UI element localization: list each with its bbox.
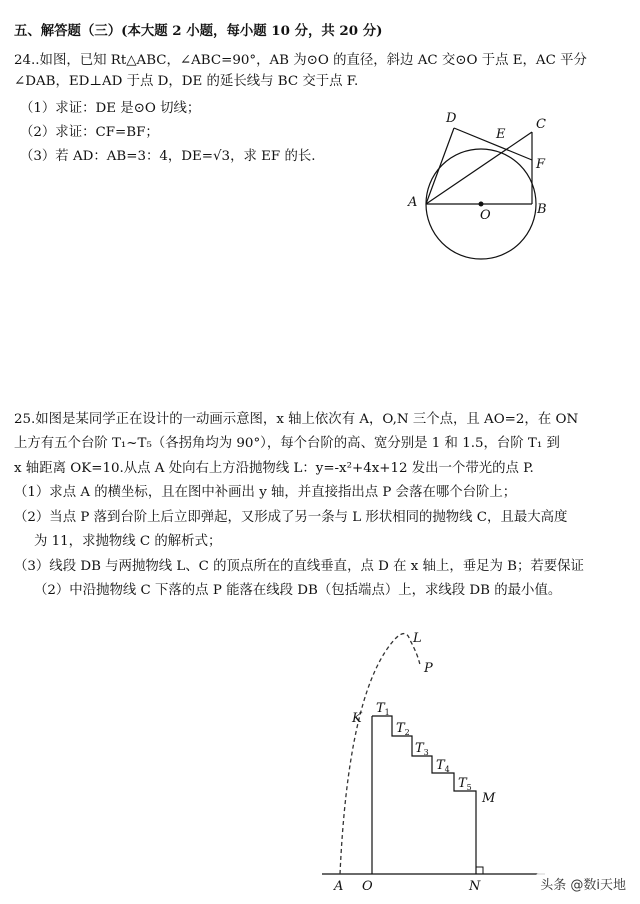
q24-stem-line2: ∠DAB，ED⊥AD 于点 D，DE 的延长线与 BC 交于点 F.	[14, 74, 359, 89]
q25-label-t5: $T_5$	[458, 776, 472, 792]
q25-label-m: M	[482, 791, 496, 806]
q24-segment-df	[454, 128, 532, 160]
q25-label-p: P	[424, 661, 433, 676]
q24-part3: （3）若 AD：AB=3：4，DE=√3，求 EF 的长.	[20, 149, 316, 164]
q25-label-t4: $T_4$	[436, 758, 450, 774]
q25-steps	[372, 716, 476, 874]
q24-label-d: D	[446, 111, 457, 126]
q25-part3-line1: （3）线段 DB 与两抛物线 L、C 的顶点所在的直线垂直，点 D 在 x 轴上，垂足为 B；若要保证	[14, 559, 584, 574]
q25-figure	[320, 620, 560, 895]
q25-label-n: N	[469, 879, 481, 894]
q24-label-f: F	[536, 157, 546, 172]
q25-label-t3: $T_3$	[415, 741, 429, 757]
q24-figure	[395, 100, 575, 280]
q25-right-angle-mark	[476, 867, 483, 874]
q25-stem-line3: x 轴距离 OK=10.从点 A 处向右上方沿抛物线 L：y=-x²+4x+12 发出一个带光的点 P.	[14, 461, 534, 476]
q25-label-t2: $T_2$	[396, 721, 410, 737]
q24-label-b: B	[537, 202, 547, 217]
q25-label-t1: $T_1$	[376, 701, 390, 717]
q25-part2-line1: （2）当点 P 落到台阶上后立即弹起，又形成了另一条与 L 形状相同的抛物线 C，且最大高度	[14, 510, 568, 525]
q25-parabola-l	[340, 634, 420, 874]
q24-part1: （1）求证：DE 是⊙O 切线；	[20, 101, 201, 116]
q24-label-e: E	[496, 127, 506, 142]
q25-part2-line2: 为 11，求抛物线 C 的解析式；	[34, 534, 222, 549]
q25-label-o: O	[362, 879, 373, 894]
q24-center-dot	[479, 202, 484, 207]
q24-label-o: O	[480, 208, 491, 223]
q25-part1: （1）求点 A 的横坐标，且在图中补画出 y 轴，并直接指出点 P 会落在哪个台阶上；	[14, 485, 517, 500]
q24-label-c: C	[536, 117, 546, 132]
q24-label-a: A	[408, 195, 418, 210]
q24-part2: （2）求证：CF=BF；	[20, 125, 159, 140]
q25-stem-line2: 上方有五个台阶 T₁~T₅（各拐角均为 90°），每个台阶的高、宽分别是 1 和 1.5，台阶 T₁ 到	[14, 436, 560, 451]
q25-label-l: L	[413, 631, 422, 646]
q25-label-k: K	[352, 711, 362, 726]
q25-label-a: A	[334, 879, 344, 894]
watermark: 头条 @数i天地	[536, 873, 630, 894]
q24-segment-ad	[426, 128, 454, 204]
q24-stem-line1: 24..如图，已知 Rt△ABC，∠ABC=90°，AB 为⊙O 的直径，斜边 AC 交⊙O 于点 E，AC 平分	[14, 53, 587, 68]
q25-stem-line1: 25.如图是某同学正在设计的一动画示意图，x 轴上依次有 A，O,N 三个点，且 AO=2，在 ON	[14, 412, 579, 427]
q25-part3-line2: （2）中沿抛物线 C 下落的点 P 能落在线段 DB（包括端点）上，求线段 DB 的最小值。	[34, 583, 562, 598]
section-title: 五、解答题（三）(本大题 2 小题，每小题 10 分，共 20 分)	[14, 23, 383, 39]
q24-segment-ac	[426, 132, 532, 204]
